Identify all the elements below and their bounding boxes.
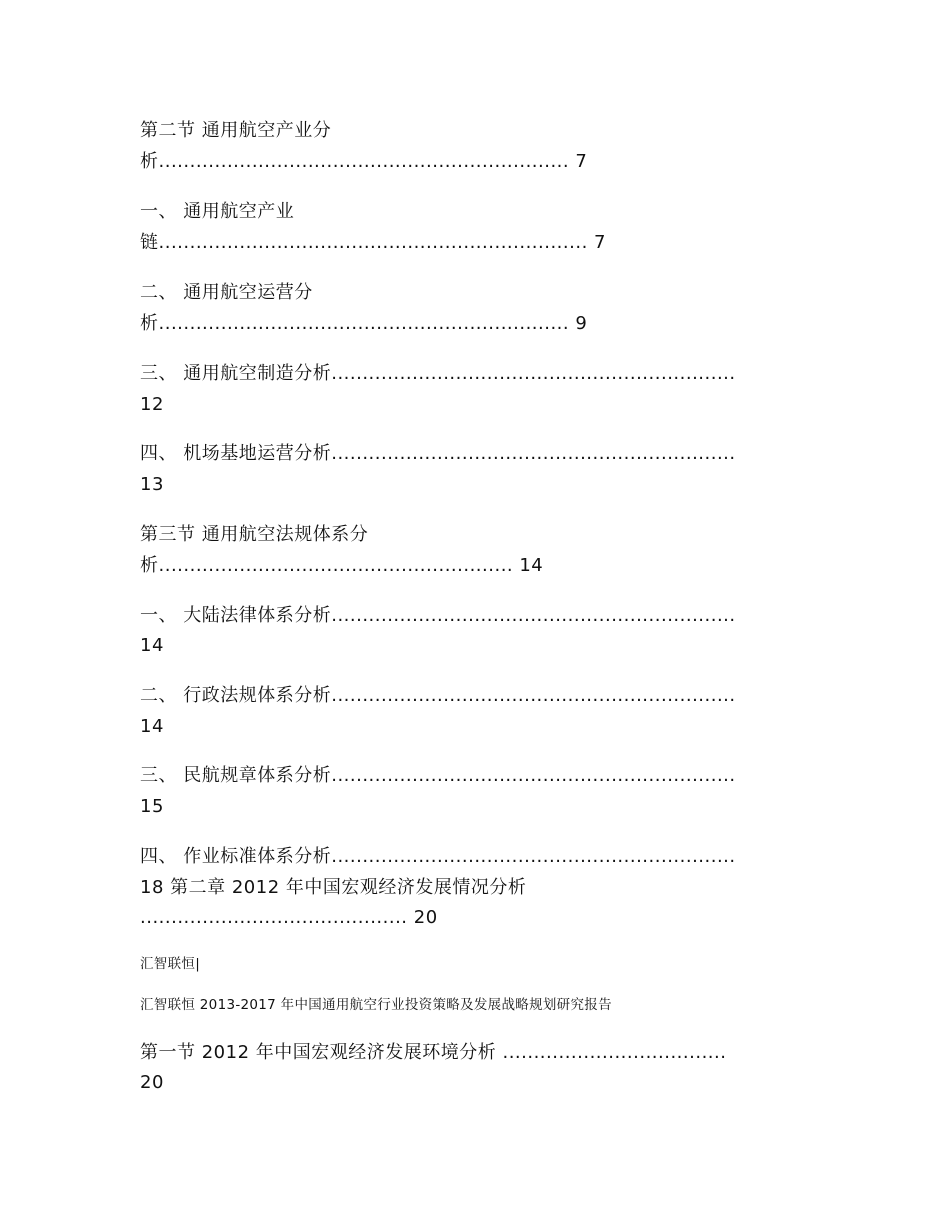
toc-entry-work-standard-title[interactable]: 四、 作业标准体系分析................................................................. — [140, 846, 736, 867]
toc-entry-operation-page[interactable]: 析.................................................................. 9 — [140, 313, 588, 334]
toc-entry-civil-aviation-rules-page[interactable]: 15 — [140, 796, 164, 817]
toc-entry-chapter2-page[interactable]: ........................................... 20 — [140, 907, 438, 928]
toc-entry-section3-title[interactable]: 第三节 通用航空法规体系分 — [140, 524, 369, 545]
toc-entry-chapter2-section1-page[interactable]: 20 — [140, 1072, 164, 1093]
toc-entry-section2-title[interactable]: 第二节 通用航空产业分 — [140, 120, 332, 141]
toc-entry-airport-page[interactable]: 13 — [140, 474, 164, 495]
footer-company: 汇智联恒| — [140, 956, 201, 972]
footer-report-title: 汇智联恒 2013-2017 年中国通用航空行业投资策略及发展战略规划研究报告 — [140, 997, 612, 1013]
toc-entry-chapter2-section1-title[interactable]: 第一节 2012 年中国宏观经济发展环境分析 .................................... — [140, 1042, 727, 1063]
toc-entry-industry-chain-title[interactable]: 一、 通用航空产业 — [140, 201, 295, 222]
toc-entry-admin-regulation-page[interactable]: 14 — [140, 716, 164, 737]
toc-entry-law-system-page[interactable]: 14 — [140, 635, 164, 656]
toc-entry-section3-page[interactable]: 析......................................................... 14 — [140, 555, 544, 576]
toc-entry-manufacturing-page[interactable]: 12 — [140, 394, 164, 415]
toc-entry-airport-title[interactable]: 四、 机场基地运营分析................................................................. — [140, 443, 736, 464]
toc-entry-manufacturing-title[interactable]: 三、 通用航空制造分析................................................................. — [140, 363, 736, 384]
toc-entry-civil-aviation-rules-title[interactable]: 三、 民航规章体系分析................................................................. — [140, 765, 736, 786]
toc-entry-industry-chain-page[interactable]: 链..................................................................... 7 — [140, 232, 606, 253]
toc-entry-admin-regulation-title[interactable]: 二、 行政法规体系分析................................................................. — [140, 685, 736, 706]
toc-entry-chapter2-title[interactable]: 18 第二章 2012 年中国宏观经济发展情况分析 — [140, 877, 527, 898]
toc-entry-section2-page[interactable]: 析.................................................................. 7 — [140, 151, 588, 172]
toc-entry-law-system-title[interactable]: 一、 大陆法律体系分析................................................................. — [140, 605, 736, 626]
toc-entry-operation-title[interactable]: 二、 通用航空运营分 — [140, 282, 313, 303]
